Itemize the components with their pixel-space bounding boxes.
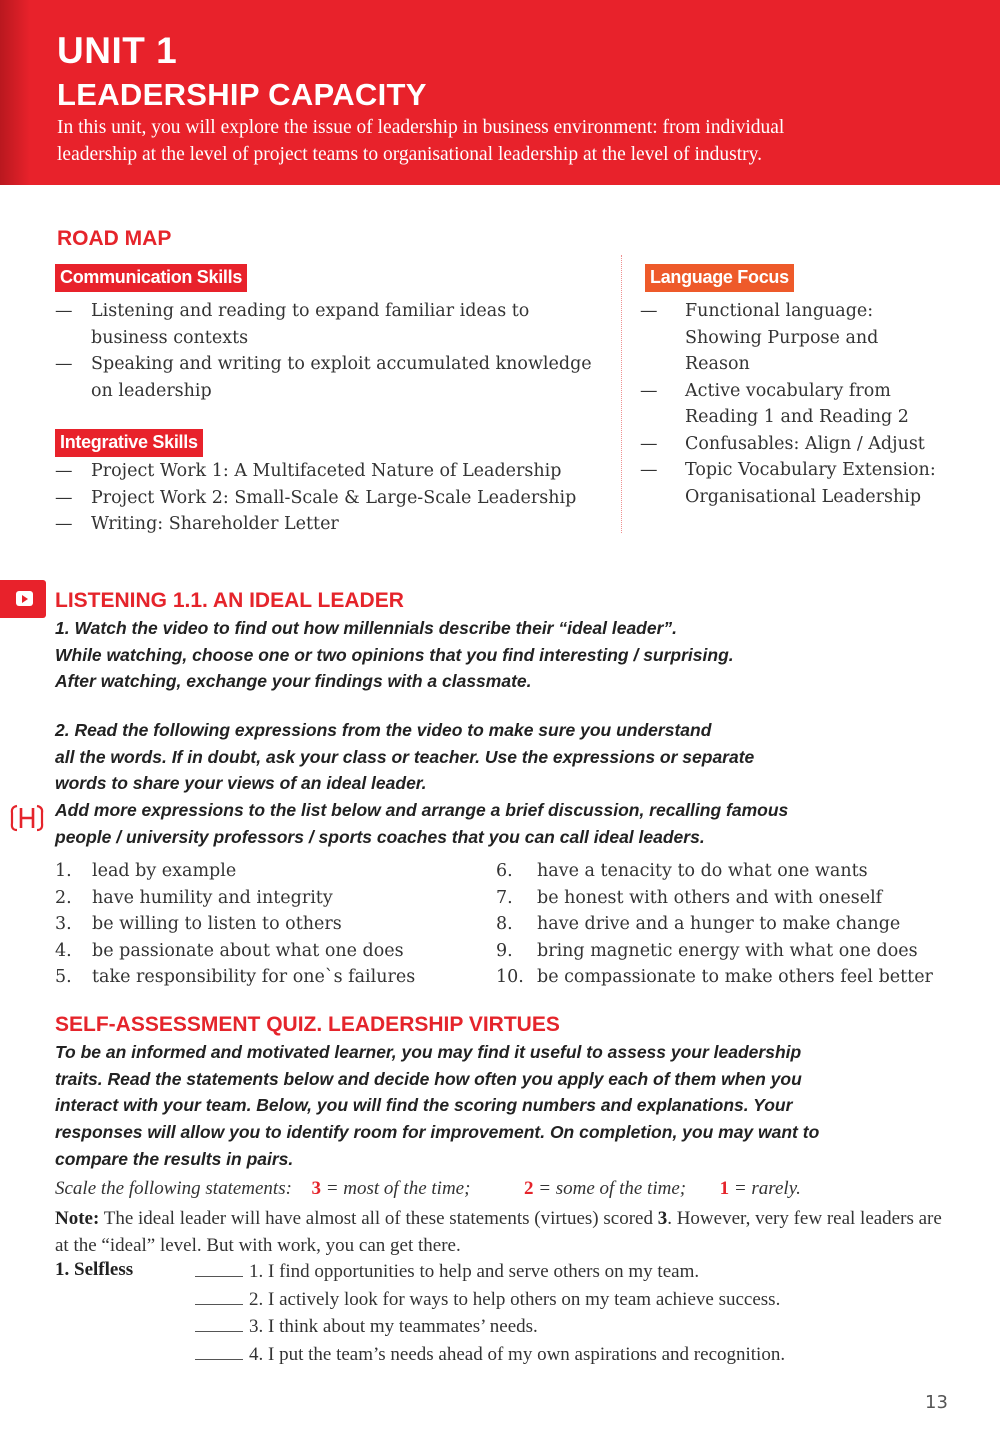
- listening-task-1: [55, 615, 734, 695]
- score-2: 2: [523, 1178, 534, 1199]
- score-3: 3: [311, 1178, 321, 1199]
- answer-blank[interactable]: [195, 1341, 243, 1360]
- task-line: interact with your team. Below, you will find the scoring numbers and explanations. Your: [55, 1095, 793, 1116]
- integrative-skills-tag: Integrative Skills: [55, 429, 203, 457]
- quiz-title: SELF-ASSESSMENT QUIZ. LEADERSHIP VIRTUES: [55, 1013, 560, 1036]
- list-item: — Confusables: Align / Adjust: [640, 433, 925, 454]
- task-line: While watching, choose one or two opinions that you find interesting / surprising.: [55, 644, 734, 665]
- answer-blank[interactable]: [195, 1286, 243, 1305]
- expressions-list-left: [55, 858, 415, 991]
- listening-task-2: [55, 717, 788, 851]
- virtue-section-label: 1. Selfless: [55, 1259, 134, 1280]
- task-line: 2. Read the following expressions from the video to make sure you understand: [55, 720, 712, 740]
- statement-item: 3. I think about my teammates’ needs.: [195, 1313, 785, 1341]
- language-focus-tag: Language Focus: [645, 264, 794, 292]
- list-item: — Listening and reading to expand familiar ideas to business contexts: [55, 301, 530, 348]
- listening-title: LISTENING 1.1. AN IDEAL LEADER: [55, 589, 404, 612]
- task-line: all the words. If in doubt, ask your class or teacher. Use the expressions or separate: [55, 746, 755, 767]
- statement-item: 1. I find opportunities to help and serve others on my team.: [195, 1258, 785, 1286]
- communication-skills-tag: Communication Skills: [55, 264, 247, 292]
- unit-intro: [57, 114, 957, 168]
- task-line: responses will allow you to identify room for improvement. On completion, you may want to: [55, 1122, 820, 1143]
- task-line: After watching, exchange your findings with a classmate.: [55, 671, 532, 692]
- unit-intro-line: In this unit, you will explore the issue of leadership in business environment: from individual: [57, 117, 785, 138]
- video-play-icon: [16, 591, 33, 606]
- task-line: Add more expressions to the list below and arrange a brief discussion, recalling famous: [55, 800, 789, 821]
- integrative-skills-list: [55, 458, 615, 538]
- list-item: 10. be compassionate to make others feel better: [496, 967, 933, 988]
- statement-list: [195, 1258, 785, 1368]
- column-divider: [621, 255, 622, 533]
- list-item: — Functional language: Showing Purpose and Reason: [640, 301, 879, 374]
- task-line: words to share your views of an ideal leader.: [55, 773, 427, 794]
- answer-blank[interactable]: [195, 1258, 243, 1277]
- list-item: 3. be willing to listen to others: [55, 914, 342, 935]
- communication-skills-list: [55, 298, 615, 404]
- statement-item: 2. I actively look for ways to help others on my team achieve success.: [195, 1286, 785, 1314]
- scoring-scale: Scale the following statements: 3 = most of the time; 2 = some of the time; 1 = rarely.: [55, 1178, 801, 1199]
- answer-blank[interactable]: [195, 1313, 243, 1332]
- unit-intro-line: leadership at the level of project teams to organisational leadership at the level of industry.: [57, 144, 763, 165]
- statement-item: 4. I put the team’s needs ahead of my own aspirations and recognition.: [195, 1341, 785, 1369]
- video-marker: [0, 580, 46, 618]
- road-map-title: ROAD MAP: [57, 227, 172, 250]
- task-line: To be an informed and motivated learner, you may find it useful to assess your leadership: [55, 1042, 802, 1062]
- header-edge-shadow: [0, 0, 30, 185]
- list-item: — Topic Vocabulary Extension: Organisational Leadership: [640, 460, 936, 507]
- expressions-list-right: [496, 858, 933, 991]
- list-item: 5. take responsibility for one`s failures: [55, 967, 416, 988]
- list-item: — Project Work 2: Small-Scale & Large-Scale Leadership: [55, 487, 577, 508]
- score-1: 1: [719, 1178, 730, 1199]
- unit-header-banner: [0, 0, 1000, 185]
- home-task-icon: [8, 803, 46, 833]
- page-number: 13: [925, 1392, 948, 1413]
- list-item: 6. have a tenacity to do what one wants: [496, 861, 868, 881]
- quiz-instructions: [55, 1039, 819, 1173]
- task-line: compare the results in pairs.: [55, 1148, 294, 1169]
- list-item: — Writing: Shareholder Letter: [55, 514, 339, 534]
- list-item: 8. have drive and a hunger to make change: [496, 914, 901, 935]
- task-line: people / university professors / sports coaches that you can call ideal leaders.: [55, 826, 705, 847]
- list-item: — Active vocabulary from Reading 1 and Reading 2: [640, 380, 909, 427]
- list-item: 9. bring magnetic energy with what one does: [496, 940, 918, 961]
- unit-title: LEADERSHIP CAPACITY: [57, 77, 427, 112]
- list-item: 2. have humility and integrity: [55, 887, 333, 908]
- list-item: 1. lead by example: [55, 861, 237, 881]
- list-item: 7. be honest with others and with oneself: [496, 887, 883, 908]
- task-line: 1. Watch the video to find out how millennials describe their “ideal leader”.: [55, 618, 678, 638]
- quiz-note: Note: The ideal leader will have almost all of these statements (virtues) scored 3. However, very few real leaders are at the “ideal” level. But with work, you can get there.: [55, 1208, 942, 1256]
- list-item: — Speaking and writing to exploit accumulated knowledge on leadership: [55, 354, 592, 401]
- task-line: traits. Read the statements below and decide how often you apply each of them when you: [55, 1068, 802, 1089]
- list-item: — Project Work 1: A Multifaceted Nature of Leadership: [55, 461, 562, 481]
- list-item: 4. be passionate about what one does: [55, 940, 404, 961]
- language-focus-list: [640, 298, 990, 510]
- unit-number: UNIT 1: [57, 30, 178, 71]
